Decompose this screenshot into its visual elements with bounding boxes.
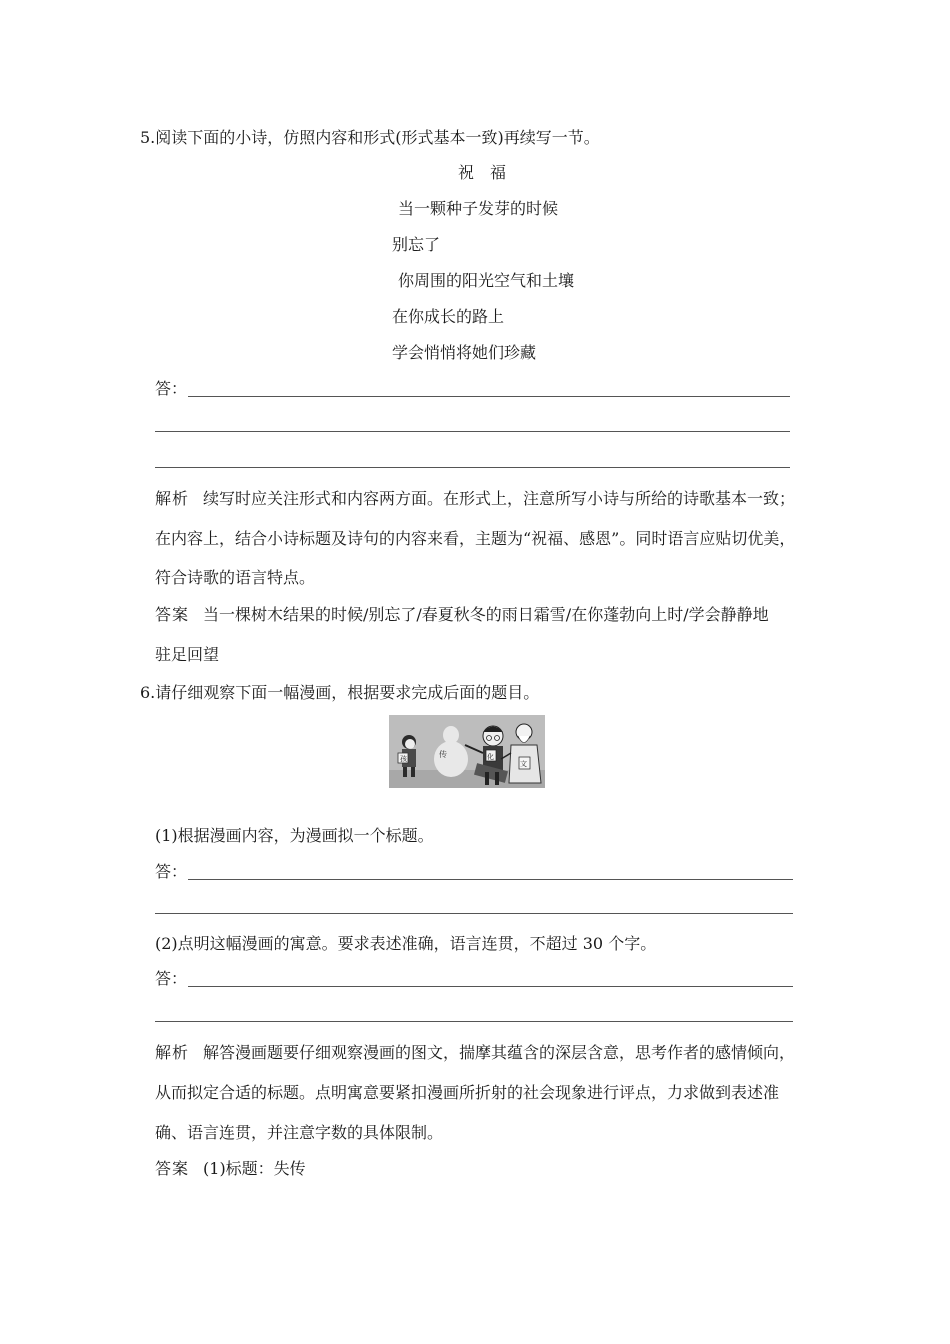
q6-analysis-line-1: 解析 解答漫画题要仔细观察漫画的图文，揣摩其蕴含的深层含意，思考作者的感情倾向， bbox=[155, 1043, 796, 1062]
comic-label-chuan: 传 bbox=[439, 750, 447, 759]
comic-label-child: 孩 bbox=[400, 755, 407, 763]
q5-answer-line-1[interactable] bbox=[188, 396, 790, 397]
q6-answer1-line-2[interactable] bbox=[155, 913, 793, 914]
q6-prompt: 6.请仔细观察下面一幅漫画，根据要求完成后面的题目。 bbox=[140, 683, 540, 702]
comic-label-wen: 文 bbox=[520, 760, 527, 768]
q6-answer2-line-1[interactable] bbox=[188, 986, 793, 987]
q5-analysis-label: 解析 bbox=[155, 489, 190, 508]
q6-answer2-line-2[interactable] bbox=[155, 1021, 793, 1022]
poem-line-3: 你周围的阳光空气和土壤 bbox=[398, 271, 575, 290]
poem-line-5: 学会悄悄将她们珍藏 bbox=[392, 343, 537, 362]
q6-analysis-label: 解析 bbox=[155, 1043, 190, 1062]
q5-answer-line-2[interactable] bbox=[155, 431, 790, 432]
comic-image bbox=[389, 715, 545, 788]
q6-sub2: (2)点明这幅漫画的寓意。要求表述准确，语言连贯，不超过 30 个字。 bbox=[155, 934, 657, 953]
comic-label-hua: 化 bbox=[487, 753, 494, 761]
q5-answer-label: 答： bbox=[155, 379, 188, 398]
q5-solution-label: 答案 bbox=[155, 605, 190, 624]
poem-line-4: 在你成长的路上 bbox=[392, 307, 505, 326]
q5-prompt: 5.阅读下面的小诗，仿照内容和形式(形式基本一致)再续写一节。 bbox=[140, 128, 600, 147]
q5-solution-line-1: 答案 当一棵树木结果的时候/别忘了/春夏秋冬的雨日霜雪/在你蓬勃向上时/学会静静地 bbox=[155, 605, 769, 624]
q6-answer-label-1: 答： bbox=[155, 862, 188, 881]
poem-line-1: 当一颗种子发芽的时候 bbox=[398, 199, 559, 218]
q5-analysis-line-2: 在内容上，结合小诗标题及诗句的内容来看，主题为“祝福、感恩”。同时语言应贴切优美， bbox=[155, 529, 796, 548]
q5-analysis-line-3: 符合诗歌的语言特点。 bbox=[155, 568, 316, 587]
q6-solution: 答案 (1)标题：失传 bbox=[155, 1159, 306, 1178]
q5-analysis-line-1: 解析 续写时应关注形式和内容两方面。在形式上，注意所写小诗与所给的诗歌基本一致； bbox=[155, 489, 796, 508]
poem-title: 祝 福 bbox=[458, 163, 507, 182]
q6-analysis-line-2: 从而拟定合适的标题。点明寓意要紧扣漫画所折射的社会现象进行评点，力求做到表述准 bbox=[155, 1083, 780, 1102]
q5-answer-line-3[interactable] bbox=[155, 467, 790, 468]
comic-illustration bbox=[389, 715, 545, 788]
q6-answer1-line-1[interactable] bbox=[188, 879, 793, 880]
poem-line-2: 别忘了 bbox=[392, 235, 441, 254]
q5-solution-line-2: 驻足回望 bbox=[155, 645, 220, 664]
q6-answer-label-2: 答： bbox=[155, 969, 188, 988]
q6-solution-label: 答案 bbox=[155, 1159, 190, 1178]
q6-analysis-line-3: 确、语言连贯，并注意字数的具体限制。 bbox=[155, 1123, 444, 1142]
q6-sub1: (1)根据漫画内容，为漫画拟一个标题。 bbox=[155, 826, 434, 845]
